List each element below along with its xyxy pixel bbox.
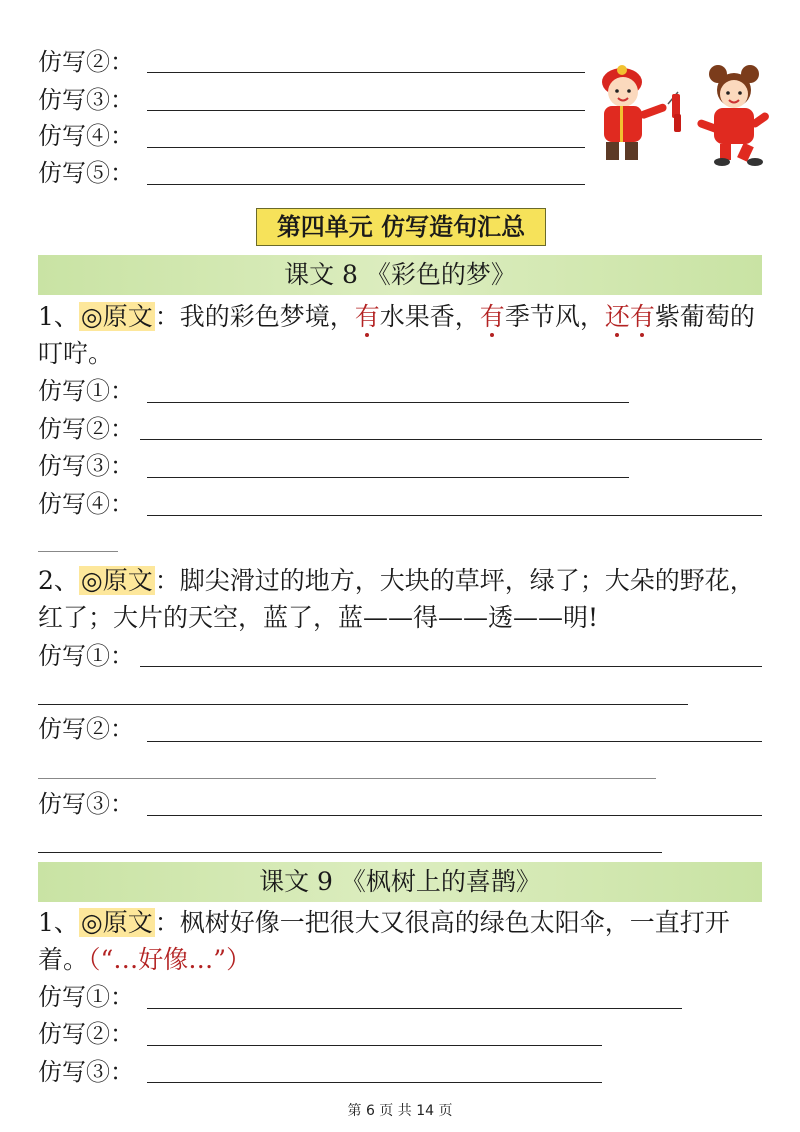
- q1-number: 1、: [38, 302, 79, 331]
- original-text-marker: ◎原文: [80, 302, 153, 331]
- keyword-you-2: 有: [479, 302, 505, 331]
- lesson9-banner: 课文 9 《枫树上的喜鹊》: [38, 862, 762, 902]
- lesson8-q2-row-label-2: 仿写②：: [38, 715, 134, 743]
- lesson8-q2-answer-line-1b[interactable]: [38, 704, 688, 705]
- top-row-label-3: 仿写④：: [38, 122, 134, 150]
- original-text-marker: ◎原文: [80, 908, 153, 937]
- lesson8-q2-answer-line-1[interactable]: [140, 666, 762, 667]
- lesson9-q1-answer-line-1[interactable]: [147, 1008, 682, 1009]
- lesson9-q1-answer-line-2[interactable]: [147, 1045, 602, 1046]
- lesson8-q1-row-label-1: 仿写①：: [38, 377, 134, 405]
- top-row-label-4: 仿写⑤：: [38, 159, 134, 187]
- top-row-answer-line-3[interactable]: [147, 147, 585, 148]
- keyword-hai: 还: [604, 302, 630, 331]
- lesson8-q2-original-text: 脚尖滑过的地方，大块的草坪，绿了；大朵的野花，红了；大片的天空，蓝了，蓝——得——透——明!: [38, 566, 755, 632]
- lesson8-q1-answer-line-2[interactable]: [140, 439, 762, 440]
- top-row-answer-line-1[interactable]: [147, 72, 585, 73]
- lesson8-q1-prompt: 1、◎原文：我的彩色梦境，有水果香，有季节风，还有紫葡萄的叮咛。: [38, 302, 755, 368]
- lesson8-q2-row-label-3: 仿写③：: [38, 790, 134, 818]
- lesson8-q1-row-label-2: 仿写②：: [38, 415, 134, 443]
- lesson9-q1-row-label-3: 仿写③：: [38, 1058, 134, 1086]
- lesson8-q1-answer-line-4[interactable]: [147, 515, 762, 516]
- lesson8-q1-row-label-3: 仿写③：: [38, 452, 134, 480]
- lesson9-q1-prompt: 1、◎原文：枫树好像一把很大又很高的绿色太阳伞，一直打开着。（“…好像…”）: [38, 908, 730, 974]
- lesson8-q2-answer-line-2b[interactable]: [38, 778, 656, 779]
- pattern-hint: （“…好像…”）: [88, 945, 252, 974]
- top-row-answer-line-4[interactable]: [147, 184, 585, 185]
- original-text-marker: ◎原文: [80, 566, 153, 595]
- lesson8-q1-answer-line-3[interactable]: [147, 477, 629, 478]
- girl-figure: [696, 65, 770, 166]
- boy-figure: [602, 65, 668, 160]
- keyword-you-3: 有: [629, 302, 655, 331]
- lesson9-q1-row-label-1: 仿写①：: [38, 983, 134, 1011]
- keyword-you-1: 有: [354, 302, 380, 331]
- lesson8-q2-answer-line-3[interactable]: [147, 815, 762, 816]
- lesson8-q2-answer-line-3b[interactable]: [38, 852, 662, 853]
- top-row-label-1: 仿写②：: [38, 48, 134, 76]
- lesson9-q1-answer-line-3[interactable]: [147, 1082, 602, 1083]
- page-footer: 第 6 页 共 14 页: [347, 1103, 453, 1119]
- children-firecracker-illustration: [590, 62, 780, 177]
- lesson8-banner: 课文 8 《彩色的梦》: [38, 255, 762, 295]
- lesson8-q1-overflow-line[interactable]: [38, 551, 118, 552]
- top-row-answer-line-2[interactable]: [147, 110, 585, 111]
- lesson8-q1-row-label-4: 仿写④：: [38, 490, 134, 518]
- lesson9-q1-original-text: 枫树好像一把很大又很高的绿色太阳伞，一直打开着。: [38, 908, 730, 974]
- top-row-label-2: 仿写③：: [38, 86, 134, 114]
- unit-title: 第四单元 仿写造句汇总: [256, 208, 546, 246]
- lesson8-q1-answer-line-1[interactable]: [147, 402, 629, 403]
- lesson8-q2-prompt: 2、◎原文：脚尖滑过的地方，大块的草坪，绿了；大朵的野花，红了；大片的天空，蓝了，蓝——得——透——明!: [38, 566, 755, 632]
- lesson9-q1-row-label-2: 仿写②：: [38, 1020, 134, 1048]
- lesson8-q2-row-label-1: 仿写①：: [38, 642, 134, 670]
- lesson8-q2-answer-line-2[interactable]: [147, 741, 762, 742]
